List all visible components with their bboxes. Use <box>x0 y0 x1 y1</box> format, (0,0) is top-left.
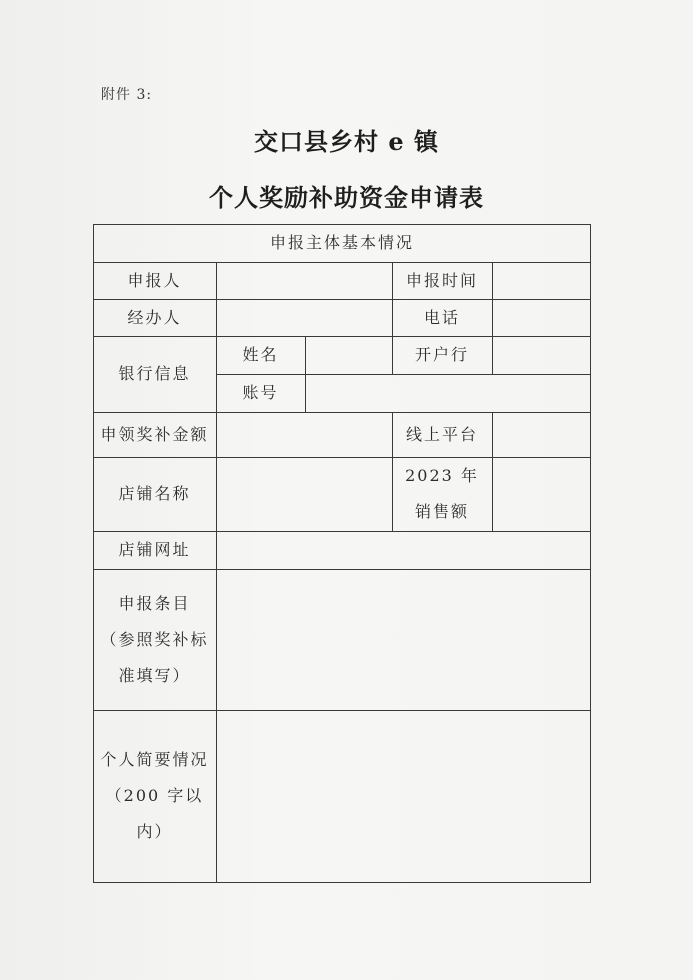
subsidy-amount-label: 申领奖补金额 <box>100 424 209 444</box>
handler-label: 经办人 <box>127 307 182 327</box>
application-table <box>93 224 591 884</box>
account-number-field[interactable] <box>306 375 590 412</box>
phone-field[interactable] <box>493 300 590 336</box>
personal-profile-line2: （200 字以内） <box>105 786 204 841</box>
apply-items-line2: （参照奖补标 <box>100 629 209 649</box>
handler-field[interactable] <box>217 300 392 336</box>
store-url-field[interactable] <box>217 532 590 569</box>
apply-date-field[interactable] <box>493 263 590 299</box>
page-title-line2: 个人奖励补助资金申请表 <box>209 183 484 212</box>
apply-date-label: 申报时间 <box>405 270 478 290</box>
subsidy-amount-field[interactable] <box>217 413 392 457</box>
personal-profile-line1: 个人简要情况 <box>100 750 209 769</box>
store-name-label: 店铺名称 <box>118 484 191 503</box>
section-heading: 申报主体基本情况 <box>269 233 414 252</box>
apply-items-field[interactable] <box>217 570 590 710</box>
apply-items-line3: 准填写） <box>118 665 191 685</box>
bank-info-label: 银行信息 <box>118 364 191 383</box>
personal-profile-label <box>93 710 216 882</box>
annual-sales-field[interactable] <box>493 458 590 531</box>
opening-bank-field[interactable] <box>493 337 590 374</box>
phone-label: 电话 <box>423 307 460 327</box>
page-title-line1: 交口县乡村 e 镇 <box>254 127 439 156</box>
attachment-label: 附件 3: <box>101 87 153 103</box>
personal-profile-field[interactable] <box>217 711 590 882</box>
applicant-label: 申报人 <box>127 270 182 290</box>
account-name-label: 姓名 <box>242 345 279 364</box>
table-border-right <box>590 224 591 883</box>
table-border-bottom <box>93 882 591 883</box>
online-platform-field[interactable] <box>493 413 590 457</box>
account-number-label: 账号 <box>242 383 279 402</box>
store-url-label: 店铺网址 <box>118 540 191 559</box>
opening-bank-label: 开户行 <box>414 345 469 364</box>
annual-sales-label <box>392 457 492 531</box>
account-name-field[interactable] <box>306 337 392 374</box>
online-platform-label: 线上平台 <box>405 424 478 444</box>
annual-sales-year: 2023 年 <box>405 466 479 485</box>
store-name-field[interactable] <box>217 458 392 531</box>
applicant-field[interactable] <box>217 263 392 299</box>
apply-items-label <box>93 569 216 710</box>
apply-items-line1: 申报条目 <box>118 593 191 613</box>
annual-sales-text: 销售额 <box>414 502 469 521</box>
